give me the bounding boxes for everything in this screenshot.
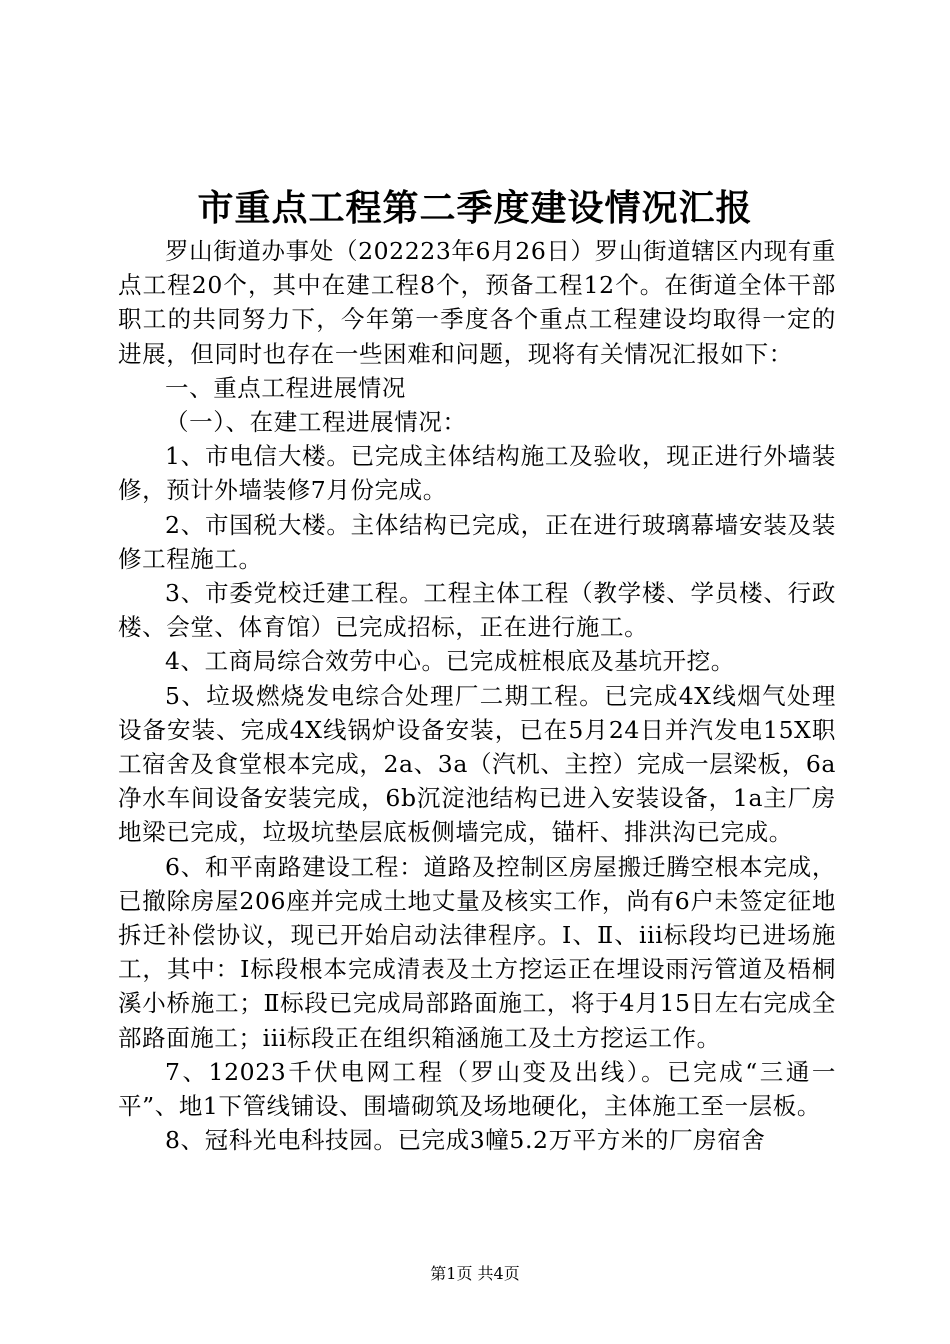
paragraph-item-2: 2、市国税大楼。主体结构已完成，正在进行玻璃幕墙安装及装修工程施工。 — [118, 510, 836, 573]
section-heading-progress: 一、重点工程进展情况 — [165, 373, 406, 402]
paragraph-item-4: 4、工商局综合效劳中心。已完成桩根底及基坑开挖。 — [165, 647, 735, 676]
paragraph-item-6: 6、和平南路建设工程：道路及控制区房屋搬迁腾空根本完成，已撤除房屋206座并完成土地丈量及核实工作，尚有6户未签定征地拆迁补偿协议，现已开始启动法律程序。Ⅰ、Ⅱ、iii标段均已进场施工，其中：Ⅰ标段根本完成清表及土方挖运正在埋设雨污管道及梧桐溪小桥施工；Ⅱ标段已完成局部路面施工，将于4月15日左右完成全部路面施工；iii标段正在组织箱涵施工及土方挖运工作。 — [118, 852, 836, 1052]
paragraph-item-5: 5、垃圾燃烧发电综合处理厂二期工程。已完成4X线烟气处理设备安装、完成4X线锅炉设备安装，已在5月24日并汽发电15X职工宿舍及食堂根本完成，2a、3a（汽机、主控）完成一层梁板，6a净水车间设备安装完成，6b沉淀池结构已进入安装设备，1a主厂房地梁已完成，垃圾坑垫层底板侧墙完成，锚杆、排洪沟已完成。 — [118, 681, 836, 847]
paragraph-item-8: 8、冠科光电科技园。已完成3幢5.2万平方米的厂房宿舍 — [165, 1126, 766, 1155]
subsection-heading-in-construction: （一）、在建工程进展情况： — [165, 408, 467, 437]
paragraph-intro: 罗山街道办事处（202223年6月26日）罗山街道辖区内现有重点工程20个，其中在建工程8个，预备工程12个。在街道全体干部职工的共同努力下，今年第一季度各个重点工程建设均取得一定的进展，但同时也存在一些困难和问题，现将有关情况汇报如下： — [118, 237, 836, 368]
paragraph-item-7: 7、12023千伏电网工程（罗山变及出线）。已完成“三通一平”、地1下管线铺设、围墙砌筑及场地硬化，主体施工至一层板。 — [118, 1057, 836, 1121]
page-footer: 第1页 共4页 — [430, 1264, 520, 1283]
paragraph-item-3: 3、市委党校迁建工程。工程主体工程（教学楼、学员楼、行政楼、会堂、体育馆）已完成招标，正在进行施工。 — [118, 579, 836, 642]
document-title: 市重点工程第二季度建设情况汇报 — [197, 187, 753, 229]
document-body — [118, 234, 836, 1157]
paragraph-item-1: 1、市电信大楼。已完成主体结构施工及验收，现正进行外墙装修，预计外墙装修7月份完成。 — [118, 442, 836, 505]
